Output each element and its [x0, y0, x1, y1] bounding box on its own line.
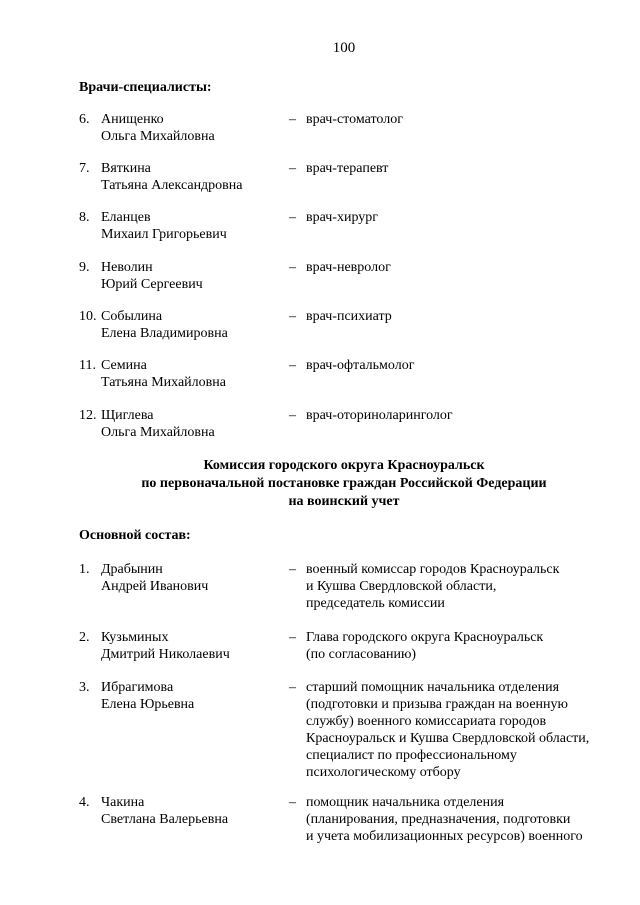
person-name [101, 160, 291, 194]
given-name: Татьяна Михайловна [101, 375, 226, 390]
surname: Вяткина [101, 161, 151, 176]
dash: – [289, 358, 296, 373]
surname: Драбынин [101, 562, 163, 577]
surname: Семина [101, 358, 147, 373]
item-number: 6. [79, 112, 90, 127]
role [306, 357, 626, 374]
role-line: (планирования, предназначения, подготовки [306, 812, 571, 827]
dash: – [289, 161, 296, 176]
role [306, 561, 626, 612]
person-name [101, 357, 291, 391]
role-line: психологическому отбору [306, 765, 461, 780]
dash: – [289, 309, 296, 324]
person-name [101, 679, 291, 713]
role [306, 111, 626, 128]
role-line: врач-терапевт [306, 161, 389, 176]
person-name [101, 308, 291, 342]
person-name [101, 561, 291, 595]
surname: Еланцев [101, 210, 151, 225]
role [306, 794, 626, 845]
commission-title-line: на воинский учет [288, 494, 400, 509]
surname: Собылина [101, 309, 163, 324]
role [306, 160, 626, 177]
role [306, 407, 626, 424]
given-name: Юрий Сергеевич [101, 277, 203, 292]
role [306, 259, 626, 276]
role-line: врач-оториноларинголог [306, 408, 453, 423]
role [306, 308, 626, 325]
item-number: 11. [79, 358, 96, 373]
person-name [101, 794, 291, 828]
section-heading-main-composition: Основной состав: [79, 528, 191, 543]
role-line: старший помощник начальника отделения [306, 680, 560, 695]
role-line: Глава городского округа Красноуральск [306, 630, 544, 645]
person-name [101, 111, 291, 145]
role-line: Красноуральск и Кушва Свердловской области, [306, 731, 590, 746]
given-name: Ольга Михайловна [101, 129, 215, 144]
given-name: Дмитрий Николаевич [101, 647, 230, 662]
commission-title-line: Комиссия городского округа Красноуральск [203, 458, 485, 473]
person-name [101, 209, 291, 243]
role-line: врач-хирург [306, 210, 379, 225]
person-name [101, 259, 291, 293]
role-line: военный комиссар городов Красноуральск [306, 562, 560, 577]
given-name: Светлана Валерьевна [101, 812, 229, 827]
item-number: 12. [79, 408, 97, 423]
item-number: 4. [79, 795, 90, 810]
surname: Чакина [101, 795, 145, 810]
role-line: и Кушва Свердловской области, [306, 579, 497, 594]
section-heading-specialists: Врачи-специалисты: [79, 80, 212, 95]
item-number: 10. [79, 309, 97, 324]
surname: Неволин [101, 260, 153, 275]
role [306, 679, 626, 781]
role [306, 209, 626, 226]
surname: Щиглева [101, 408, 154, 423]
given-name: Татьяна Александровна [101, 178, 243, 193]
dash: – [289, 112, 296, 127]
page-number: 100 [332, 40, 356, 56]
item-number: 8. [79, 210, 90, 225]
role-line: председатель комиссии [306, 596, 445, 611]
role-line: врач-невролог [306, 260, 391, 275]
item-number: 7. [79, 161, 90, 176]
commission-title-line: по первоначальной постановке граждан Российской Федерации [141, 476, 547, 491]
role-line: специалист по профессиональному [306, 748, 517, 763]
commission-title [0, 457, 640, 511]
role [306, 629, 626, 663]
given-name: Елена Владимировна [101, 326, 228, 341]
dash: – [289, 408, 296, 423]
dash: – [289, 680, 296, 695]
role-line: службу) военного комиссариата городов [306, 714, 547, 729]
dash: – [289, 562, 296, 577]
given-name: Ольга Михайловна [101, 425, 215, 440]
person-name [101, 407, 291, 441]
given-name: Андрей Иванович [101, 579, 209, 594]
item-number: 3. [79, 680, 90, 695]
dash: – [289, 795, 296, 810]
role-line: и учета мобилизационных ресурсов) военного [306, 829, 583, 844]
role-line: врач-стоматолог [306, 112, 403, 127]
item-number: 2. [79, 630, 90, 645]
given-name: Елена Юрьевна [101, 697, 195, 712]
dash: – [289, 260, 296, 275]
dash: – [289, 630, 296, 645]
given-name: Михаил Григорьевич [101, 227, 227, 242]
surname: Ибрагимова [101, 680, 174, 695]
role-line: врач-психиатр [306, 309, 392, 324]
role-line: (по согласованию) [306, 647, 417, 662]
surname: Кузьминых [101, 630, 169, 645]
role-line: врач-офтальмолог [306, 358, 415, 373]
dash: – [289, 210, 296, 225]
item-number: 1. [79, 562, 90, 577]
item-number: 9. [79, 260, 90, 275]
surname: Анищенко [101, 112, 164, 127]
person-name [101, 629, 291, 663]
role-line: помощник начальника отделения [306, 795, 505, 810]
role-line: (подготовки и призыва граждан на военную [306, 697, 568, 712]
